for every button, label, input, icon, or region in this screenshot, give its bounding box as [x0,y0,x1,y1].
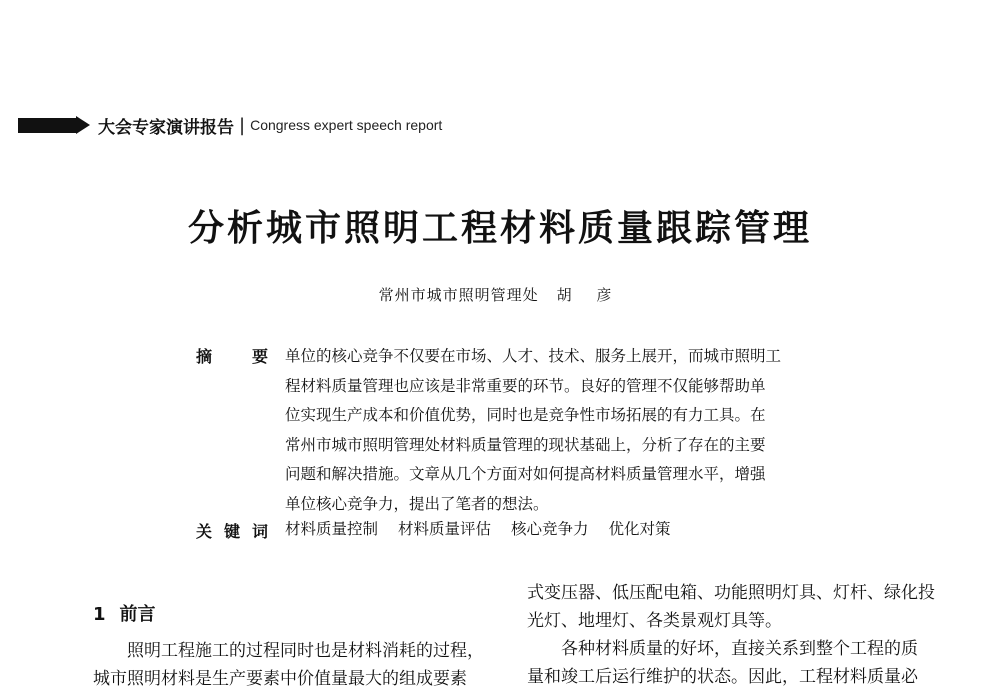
abstract-line: 问题和解决措施。文章从几个方面对如何提高材料质量管理水平，增强 [285,465,766,483]
section-heading [93,600,156,626]
article-title: 分析城市照明工程材料质量跟踪管理 [187,208,812,249]
keywords-label-char: 键 [223,522,240,541]
body-line: 照明工程施工的过程同时也是材料消耗的过程， [127,641,484,661]
body-line: 光灯、地埋灯、各类景观灯具等。 [527,611,782,631]
section-label-en: Congress expert speech report [250,117,443,133]
keywords-label [196,519,268,542]
author-line [0,284,1000,305]
body-line: 城市照明材料是生产要素中价值量最大的组成要素 [93,669,467,689]
keyword: 材料质量控制 [285,520,379,538]
author-name: 胡 彦 [556,286,622,304]
author-affiliation: 常州市城市照明管理处 [378,286,539,304]
abstract-line: 程材料质量管理也应该是非常重要的环节。良好的管理不仅能够帮助单 [285,376,766,395]
section-header [18,114,442,136]
abstract-label-char: 要 [251,347,268,366]
abstract-line: 常州市城市照明管理处材料质量管理的现状基础上，分析了存在的主要 [285,435,766,454]
abstract-label [196,344,268,367]
body-right-column [527,579,935,691]
abstract-label-char: 摘 [196,347,213,366]
header-separator: | [239,114,246,136]
header-bar-decoration [18,118,76,133]
abstract-line: 单位的核心竞争不仅要在市场、人才、技术、服务上展开，而城市照明工 [285,347,782,365]
header-arrow-icon [76,116,90,134]
section-number: 1 [93,604,106,625]
body-left-column [93,637,484,693]
body-line: 量和竣工后运行维护的状态。因此，工程材料质量必 [527,667,918,687]
keywords-list [285,517,671,539]
abstract-line: 单位核心竞争力，提出了笔者的想法。 [285,494,549,513]
section-title: 前言 [119,604,156,625]
keyword: 优化对策 [608,520,671,538]
section-label-cn: 大会专家演讲报告 [98,117,234,138]
keyword: 核心竞争力 [511,520,589,538]
abstract-line: 位实现生产成本和价值优势，同时也是竞争性市场拓展的有力工具。在 [285,406,766,424]
body-line: 式变压器、低压配电箱、功能照明灯具、灯杆、绿化投 [527,583,935,603]
keyword: 材料质量评估 [398,520,492,538]
body-line: 各种材料质量的好坏，直接关系到整个工程的质 [561,639,918,659]
keywords-label-char: 词 [251,522,268,541]
abstract-text [285,342,825,519]
keywords-label-char: 关 [196,522,213,541]
